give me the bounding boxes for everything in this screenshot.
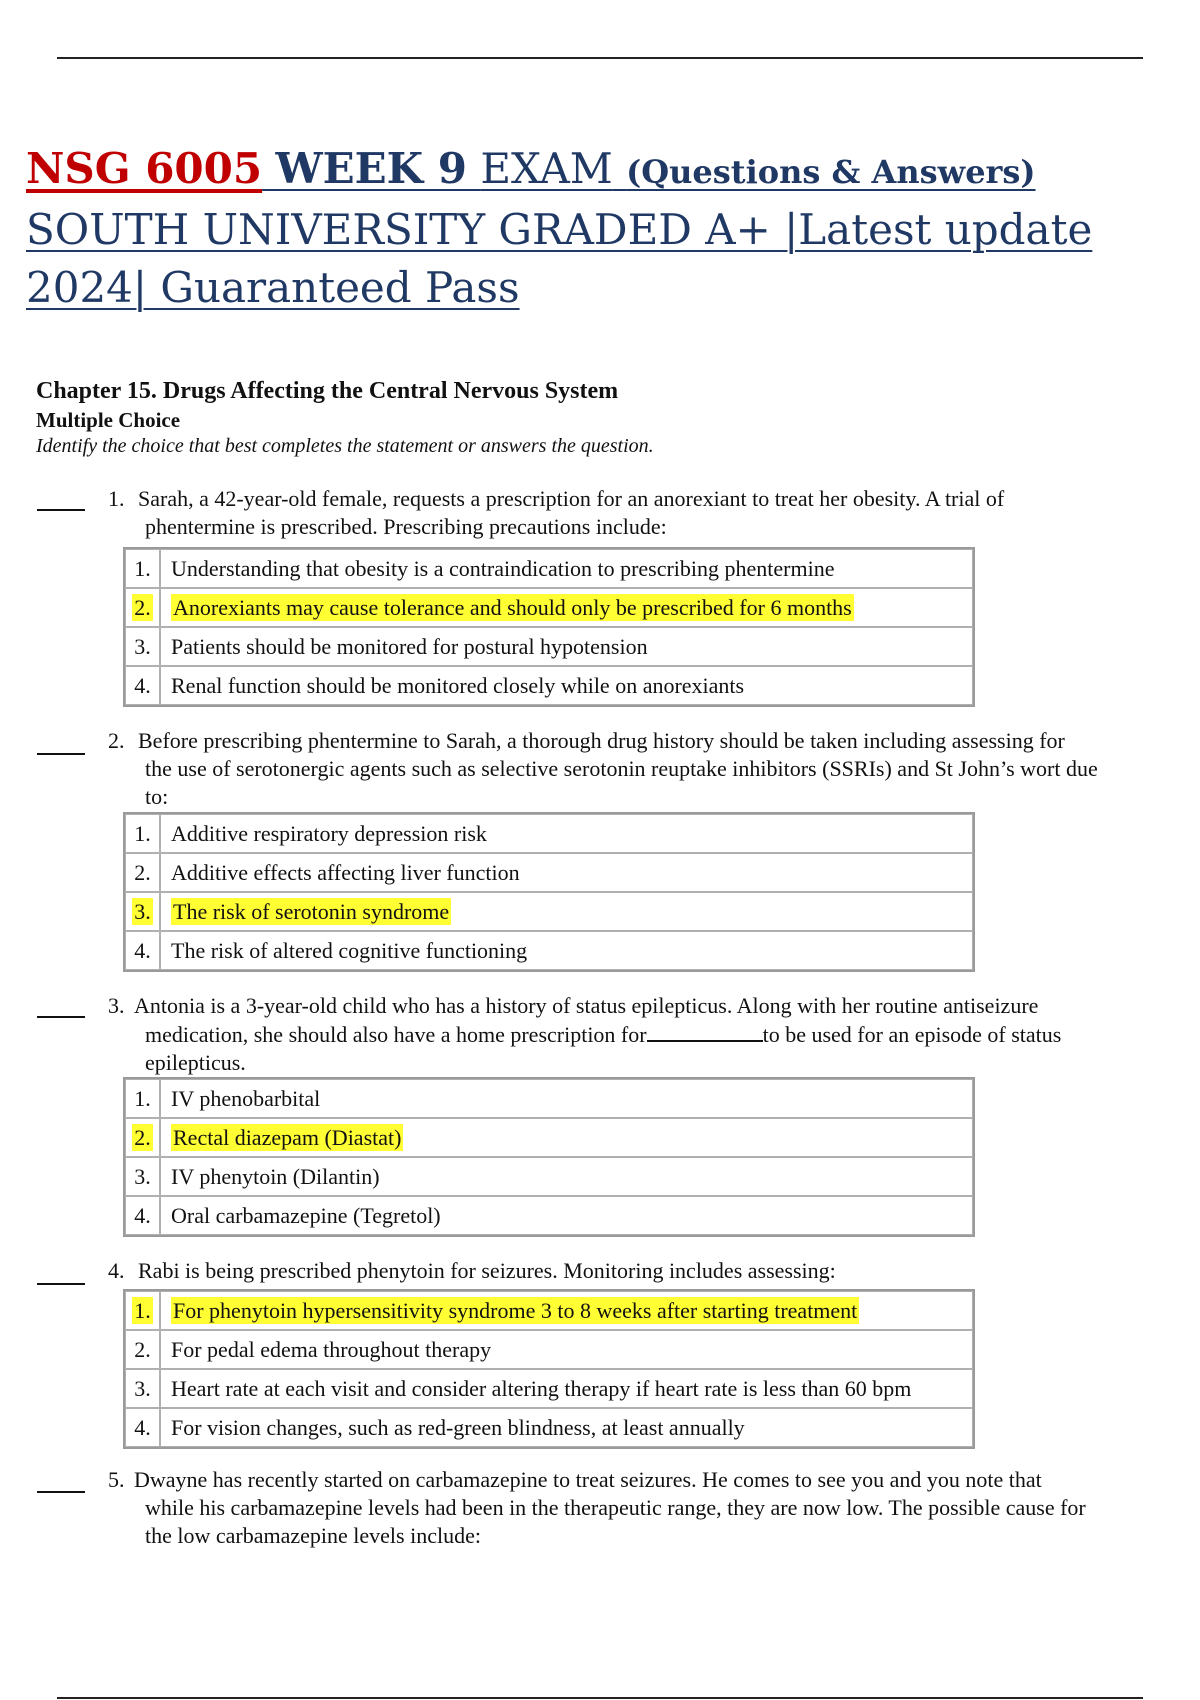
option-text-highlighted: Rectal diazepam (Diastat) [173,1124,402,1150]
instructions: Identify the choice that best completes the statement or answers the question. [36,435,654,457]
bottom-rule [57,1697,1143,1699]
question-line: to: [145,784,169,809]
option-row[interactable] [125,1196,973,1235]
question-line: while his carbamazepine levels had been in the therapeutic range, they are now low. The possible cause for [145,1495,1086,1520]
option-row[interactable] [125,1079,973,1118]
options-table [123,1289,975,1449]
title-qa: (Questions & Answers) [626,153,1036,191]
question-line-part: to be used for an episode of status [762,1022,1062,1047]
top-rule [57,57,1143,59]
option-text-highlighted: For phenytoin hypersensitivity syndrome 3 to 8 weeks after starting treatment [173,1297,858,1323]
question-number: 4. [108,1258,125,1283]
question-text [108,727,1193,811]
option-row[interactable] [125,931,973,970]
option-number: 4. [125,1408,160,1447]
option-row[interactable] [125,1408,973,1447]
option-number: 2. [125,853,160,892]
page-title [26,140,1186,317]
title-rest: SOUTH UNIVERSITY GRADED A+ |Latest update 2024| Guaranteed Pass [26,205,1093,312]
section-heading: Multiple Choice [36,408,181,432]
option-text: For pedal edema throughout therapy [160,1330,973,1369]
question-line: the low carbamazepine levels include: [145,1523,481,1548]
question-text [108,992,1193,1077]
option-row[interactable] [125,1157,973,1196]
question-line: Before prescribing phentermine to Sarah, a thorough drug history should be taken including assessing for [138,728,1065,753]
title-week: WEEK 9 [275,144,468,193]
option-row[interactable] [125,1369,973,1408]
question-line: Sarah, a 42-year-old female, requests a prescription for an anorexiant to treat her obesity. A trial of [138,486,1005,511]
option-text: IV phenytoin (Dilantin) [160,1157,973,1196]
question-line: Antonia is a 3-year-old child who has a history of status epilepticus. Along with her routine antiseizure [134,993,1039,1018]
option-row-correct[interactable] [125,588,973,627]
option-number: 3. [125,1369,160,1408]
option-text: For vision changes, such as red-green blindness, at least annually [160,1408,973,1447]
option-number: 4. [125,931,160,970]
question-line: the use of serotonergic agents such as selective serotonin reuptake inhibitors (SSRIs) and St John’s wort due [145,756,1098,781]
question-number: 5. [108,1467,125,1492]
question-text [108,485,1193,541]
option-number: 1. [134,1297,151,1323]
option-number: 1. [125,1079,160,1118]
option-text: Additive effects affecting liver function [160,853,973,892]
options-table [123,547,975,707]
option-number: 2. [134,594,151,620]
option-text: Oral carbamazepine (Tegretol) [160,1196,973,1235]
option-number: 4. [125,1196,160,1235]
answer-blank[interactable] [37,1491,85,1493]
option-row-correct[interactable] [125,1118,973,1157]
option-row-correct[interactable] [125,892,973,931]
option-text: The risk of altered cognitive functioning [160,931,973,970]
option-text: Understanding that obesity is a contraindication to prescribing phentermine [160,549,973,588]
answer-blank[interactable] [37,1283,85,1285]
question-line [108,1020,1193,1049]
title-exam: EXAM [480,144,613,193]
answer-blank[interactable] [37,509,85,511]
question-number: 1. [108,486,125,511]
option-text: Additive respiratory depression risk [160,814,973,853]
option-row[interactable] [125,627,973,666]
option-number: 3. [134,898,151,924]
answer-blank[interactable] [37,1016,85,1018]
option-number: 1. [125,814,160,853]
option-row[interactable] [125,666,973,705]
option-number: 3. [125,1157,160,1196]
options-table [123,812,975,972]
question-number: 2. [108,728,125,753]
option-row[interactable] [125,853,973,892]
option-number: 2. [134,1124,151,1150]
option-text-highlighted: The risk of serotonin syndrome [173,898,450,924]
fill-in-blank[interactable] [647,1020,763,1042]
question-line: Dwayne has recently started on carbamazepine to treat seizures. He comes to see you and you note that [134,1467,1042,1492]
question-line: epilepticus. [145,1050,246,1075]
option-row-correct[interactable] [125,1291,973,1330]
option-text: Heart rate at each visit and consider altering therapy if heart rate is less than 60 bpm [160,1369,973,1408]
option-text: IV phenobarbital [160,1079,973,1118]
question-line: phentermine is prescribed. Prescribing precautions include: [145,514,667,539]
question-line: Rabi is being prescribed phenytoin for seizures. Monitoring includes assessing: [138,1258,836,1283]
option-row[interactable] [125,814,973,853]
option-number: 4. [125,666,160,705]
answer-blank[interactable] [37,753,85,755]
chapter-heading: Chapter 15. Drugs Affecting the Central Nervous System [36,378,619,404]
question-line-part: medication, she should also have a home prescription for [145,1022,647,1047]
option-text: Renal function should be monitored closely while on anorexiants [160,666,973,705]
option-number: 3. [125,627,160,666]
option-text: Patients should be monitored for postural hypotension [160,627,973,666]
options-table [123,1077,975,1237]
title-course: NSG 6005 [26,144,263,193]
question-text [108,1466,1193,1550]
option-number: 2. [125,1330,160,1369]
question-text [108,1257,1193,1285]
option-text-highlighted: Anorexiants may cause tolerance and should only be prescribed for 6 months [173,594,852,620]
question-number: 3. [108,993,125,1018]
option-row[interactable] [125,549,973,588]
option-row[interactable] [125,1330,973,1369]
option-number: 1. [125,549,160,588]
